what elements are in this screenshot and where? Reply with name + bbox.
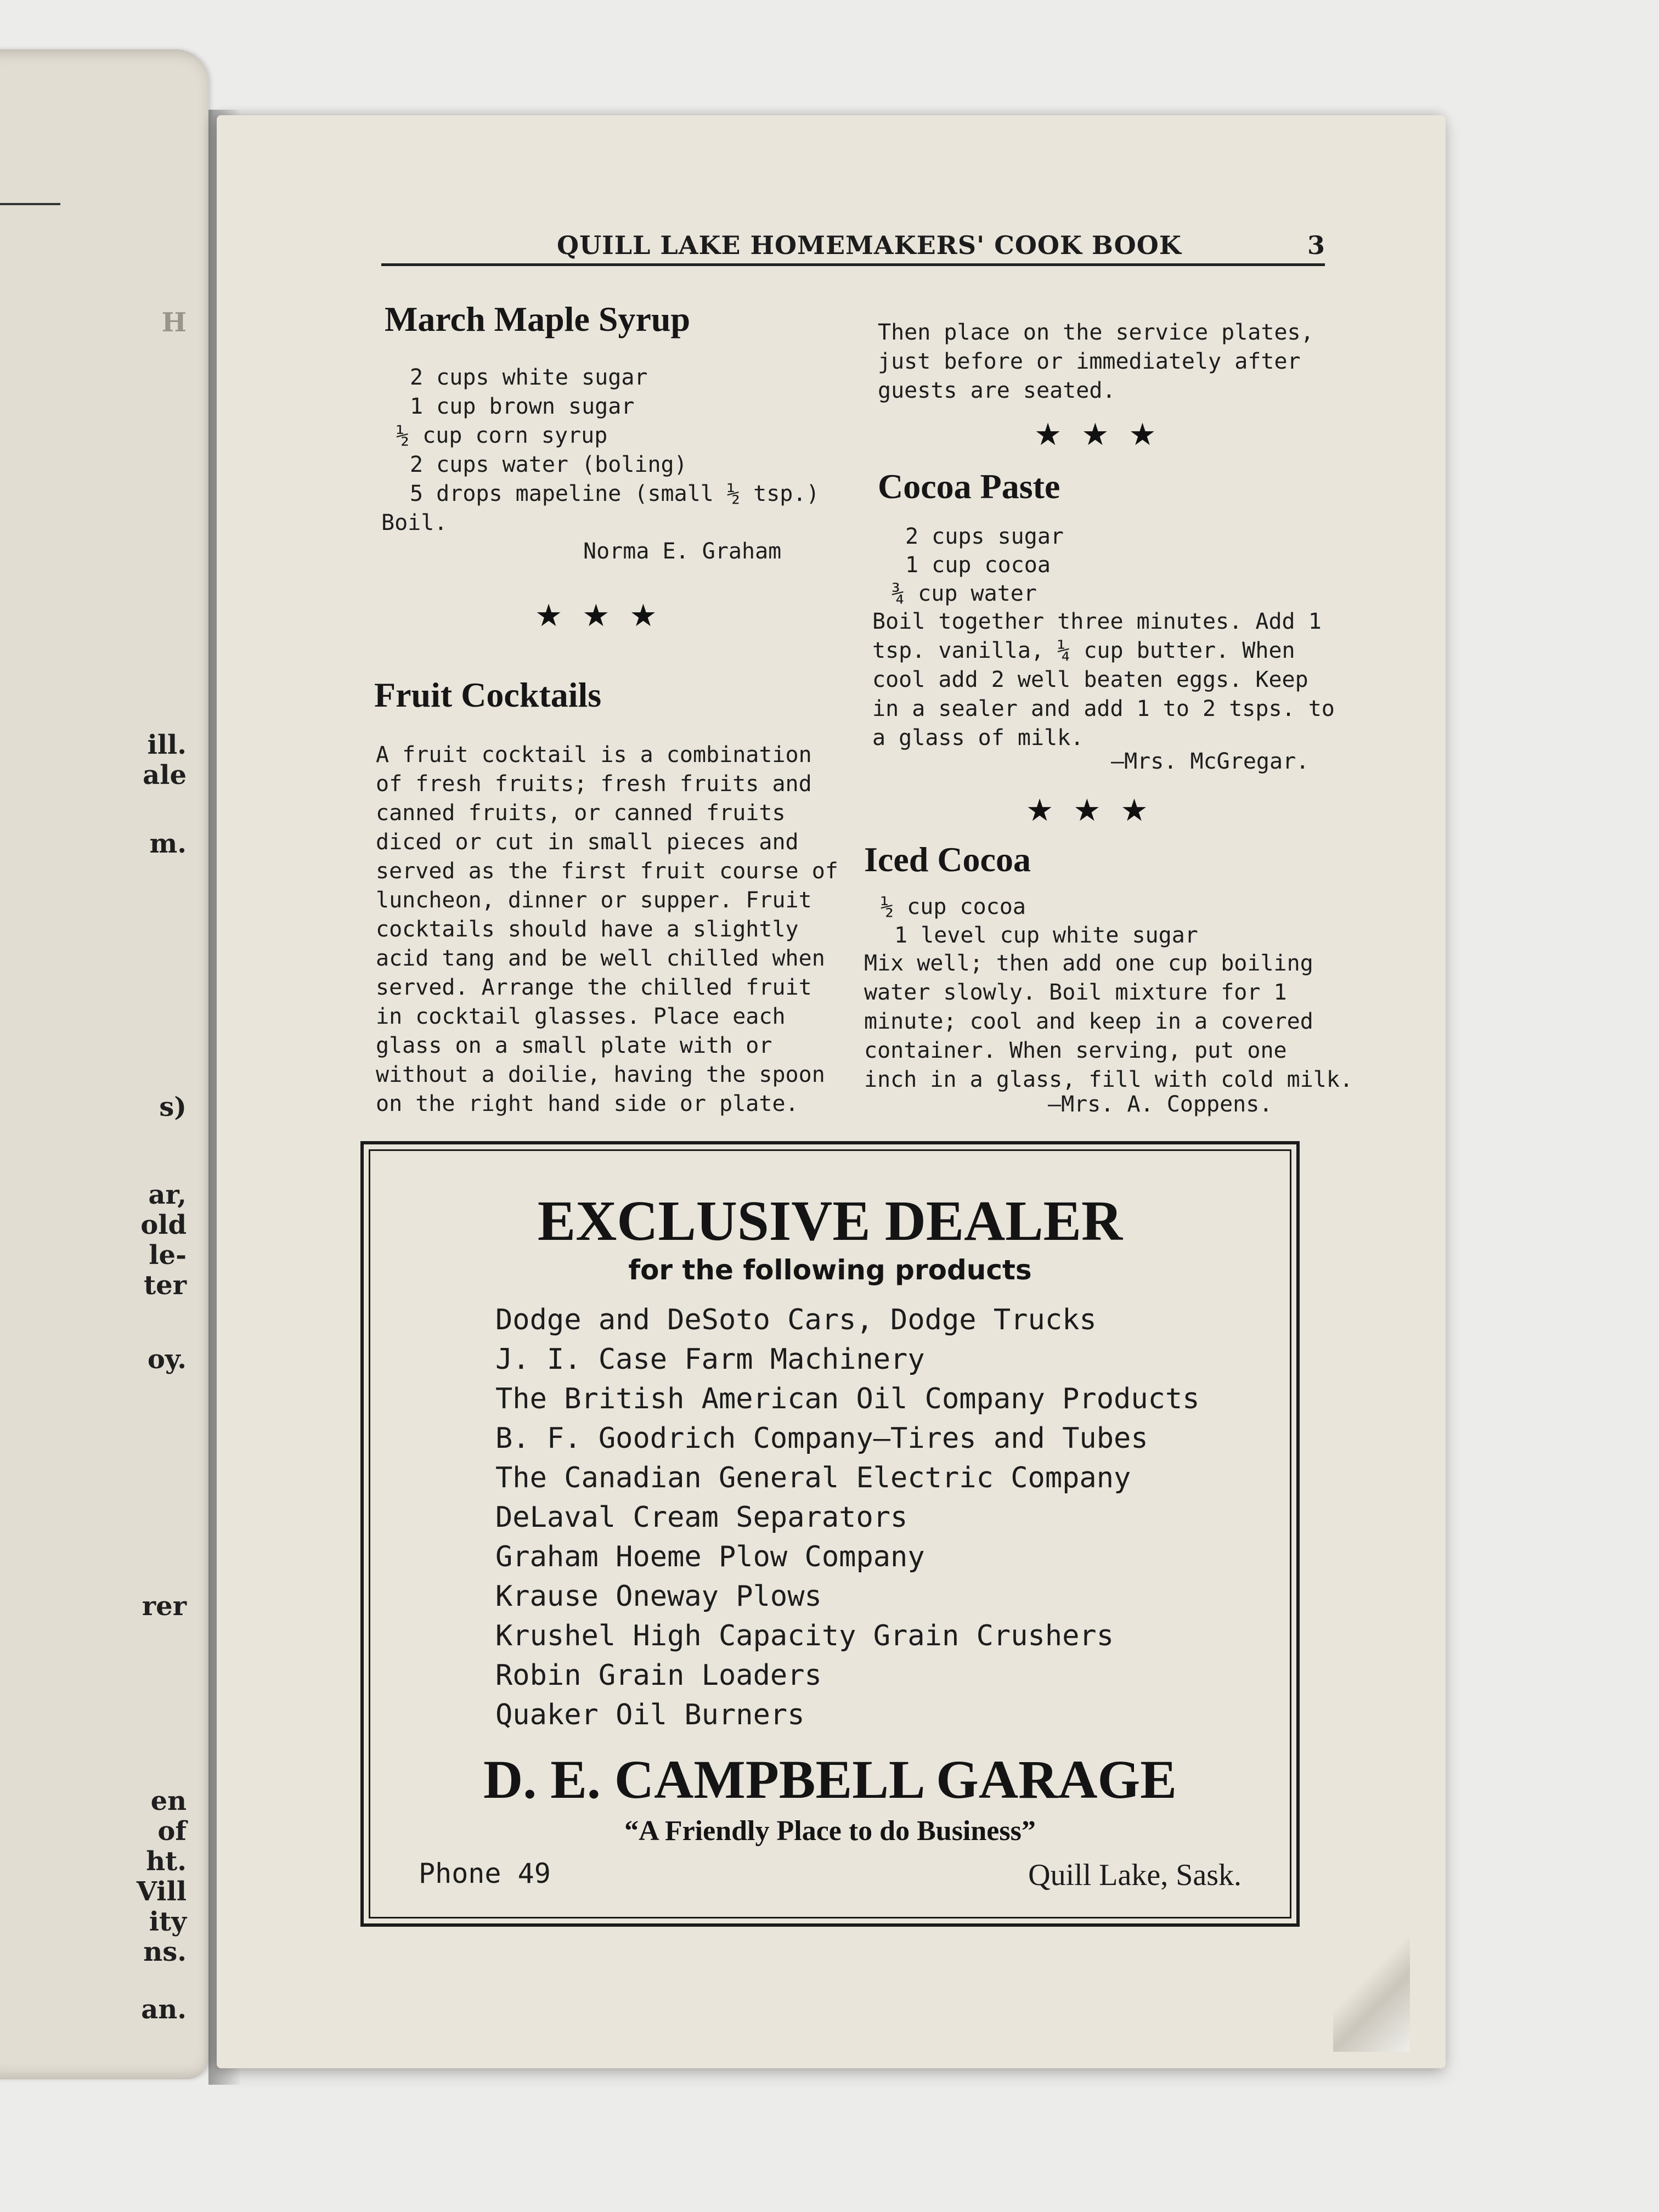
text-line: in a sealer and add 1 to 2 tsps. to [872,696,1335,721]
phone-number: Phone 49 [419,1858,551,1889]
recipe-title-maple-syrup: March Maple Syrup [385,300,691,338]
stars-divider: ★★★ [535,598,677,634]
left-fragment: le- [149,1240,187,1271]
left-fragment: H [161,307,187,338]
text-line: A fruit cocktail is a combination [376,742,812,768]
left-fragment: m. [149,828,187,859]
recipe-author: —Mrs. McGregar. [1111,749,1310,774]
business-name: D. E. CAMPBELL GARAGE [483,1749,1177,1810]
left-fragment: ity [149,1906,187,1937]
product-item: Quaker Oil Burners [495,1699,805,1731]
page-number: 3 [1307,230,1325,260]
product-item: J. I. Case Farm Machinery [495,1343,925,1376]
product-item: The British American Oil Company Products [495,1383,1200,1415]
text-line: a glass of milk. [872,725,1084,751]
text-line: inch in a glass, fill with cold milk. [864,1067,1353,1092]
business-location: Quill Lake, Sask. [1028,1858,1242,1892]
recipe-title-fruit-cocktails: Fruit Cocktails [374,675,602,714]
fruit-cocktail-paragraph [376,741,838,1119]
product-item: Krause Oneway Plows [495,1580,822,1613]
ingredient-line: 1 cup brown sugar [410,394,635,419]
ingredient-line: ½ cup cocoa [881,894,1026,919]
left-fragment: en [150,1786,187,1816]
product-item: The Canadian General Electric Company [495,1462,1131,1494]
product-item: Dodge and DeSoto Cars, Dodge Trucks [495,1304,1097,1336]
fruit-cocktail-continued [878,318,1314,405]
text-line: of fresh fruits; fresh fruits and [376,771,812,797]
ingredient-line: 2 cups white sugar [410,365,648,390]
left-fragment: ns. [143,1937,187,1967]
left-fragment: rer [142,1591,187,1622]
method-text: Boil. [381,510,448,535]
left-fragment: ar, [148,1180,187,1210]
ingredient-line: 2 cups water (boling) [410,452,687,477]
product-item: Robin Grain Loaders [495,1659,822,1692]
text-line: container. When serving, put one [864,1038,1287,1063]
ad-subhead: for the following products [628,1254,1032,1286]
text-line: glass on a small plate with or [376,1033,772,1058]
ad-headline: EXCLUSIVE DEALER [537,1189,1123,1252]
ingredient-line: 1 cup cocoa [905,552,1051,578]
text-line: just before or immediately after [878,349,1301,374]
cookbook-page [217,115,1446,2068]
running-header [381,225,1325,266]
left-fragment: of [157,1816,187,1847]
iced-cocoa-method [864,949,1353,1094]
product-item: Krushel High Capacity Grain Crushers [495,1620,1114,1652]
product-item: Graham Hoeme Plow Company [495,1541,925,1573]
left-page-rule [0,203,60,205]
left-fragment: an. [141,1994,187,2025]
text-line: diced or cut in small pieces and [376,830,799,855]
business-slogan: “A Friendly Place to do Business” [624,1815,1036,1847]
ingredient-line: 5 drops mapeline (small ½ tsp.) [410,481,820,506]
left-fragment: ale [143,760,187,791]
book-title: QUILL LAKE HOMEMAKERS' COOK BOOK [557,230,1182,260]
dealer-advertisement [360,1141,1300,1927]
left-fragment: ht. [146,1846,187,1877]
recipe-title-cocoa-paste: Cocoa Paste [878,467,1060,506]
text-line: luncheon, dinner or supper. Fruit [376,888,812,913]
text-line: Boil together three minutes. Add 1 [872,609,1322,634]
ingredient-line: 2 cups sugar [905,524,1064,549]
text-line: served. Arrange the chilled fruit [376,975,812,1000]
cocoa-paste-method [872,607,1335,753]
ingredient-line: 1 level cup white sugar [894,923,1198,948]
text-line: cocktails should have a slightly [376,917,799,942]
left-fragment: s) [159,1092,187,1122]
stars-divider: ★★★ [1034,417,1176,453]
product-item: B. F. Goodrich Company—Tires and Tubes [495,1422,1148,1455]
stars-divider: ★★★ [1026,793,1168,828]
left-fragment: Vill [136,1876,187,1907]
left-fragment: oy. [147,1344,187,1375]
text-line: on the right hand side or plate. [376,1091,799,1116]
text-line: tsp. vanilla, ¼ cup butter. When [872,638,1295,663]
text-line: Then place on the service plates, [878,320,1314,345]
ingredient-line: ¾ cup water [891,581,1037,606]
text-line: guests are seated. [878,378,1116,403]
text-line: cool add 2 well beaten eggs. Keep [872,667,1308,692]
text-line: minute; cool and keep in a covered [864,1009,1313,1034]
left-facing-page [0,49,208,2079]
recipe-title-iced-cocoa: Iced Cocoa [864,840,1031,879]
product-item: DeLaval Cream Separators [495,1501,908,1534]
text-line: Mix well; then add one cup boiling [864,951,1313,976]
left-fragment: ill. [147,730,187,760]
left-fragment: old [140,1210,187,1240]
text-line: in cocktail glasses. Place each [376,1004,786,1029]
text-line: canned fruits, or canned fruits [376,800,786,826]
text-line: acid tang and be well chilled when [376,946,825,971]
text-line: served as the first fruit course of [376,859,838,884]
text-line: without a doilie, having the spoon [376,1062,825,1087]
recipe-author: —Mrs. A. Coppens. [1048,1092,1273,1117]
worn-page-corner [1333,1931,1410,2052]
left-fragment: ter [144,1270,187,1301]
ingredient-line: ½ cup corn syrup [396,423,608,448]
text-line: water slowly. Boil mixture for 1 [864,980,1287,1005]
recipe-author: Norma E. Graham [583,539,782,564]
